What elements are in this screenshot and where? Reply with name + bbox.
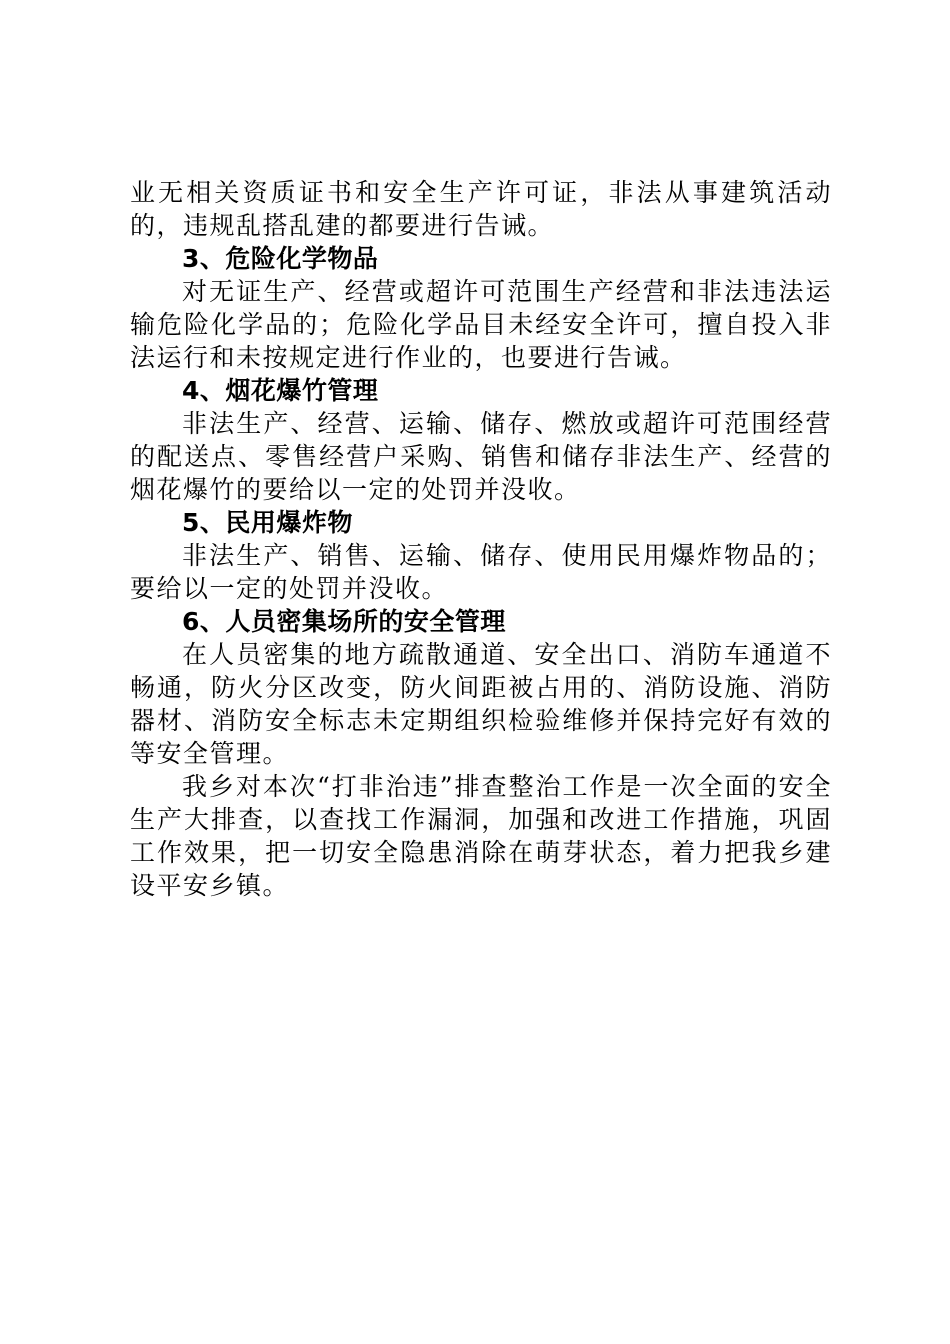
- section-heading-crowded-places: 6、人员密集场所的安全管理: [182, 607, 506, 636]
- section-body-civil-explosives: 非法生产、销售、运输、储存、使用民用爆炸物品的；要给以一定的处罚并没收。: [130, 541, 832, 603]
- section-heading-fireworks: 4、烟花爆竹管理: [182, 376, 379, 405]
- document-page: [130, 176, 832, 902]
- intro-paragraph: 业无相关资质证书和安全生产许可证，非法从事建筑活动的，违规乱搭乱建的都要进行告诫。: [130, 178, 832, 240]
- section-heading-civil-explosives: 5、民用爆炸物: [182, 508, 353, 537]
- closing-paragraph: 我乡对本次“打非治违”排查整治工作是一次全面的安全生产大排查，以查找工作漏洞，加强和改进工作措施，巩固工作效果，把一切安全隐患消除在萌芽状态，着力把我乡建设平安乡镇。: [130, 772, 832, 900]
- section-heading-hazardous-chemicals: 3、危险化学物品: [182, 244, 379, 273]
- section-body-hazardous-chemicals: 对无证生产、经营或超许可范围生产经营和非法违法运输危险化学品的；危险化学品目未经安全许可，擅自投入非法运行和未按规定进行作业的，也要进行告诫。: [130, 277, 832, 372]
- section-body-crowded-places: 在人员密集的地方疏散通道、安全出口、消防车通道不畅通，防火分区改变，防火间距被占用的、消防设施、消防器材、消防安全标志未定期组织检验维修并保持完好有效的等安全管理。: [130, 640, 832, 768]
- section-body-fireworks: 非法生产、经营、运输、储存、燃放或超许可范围经营的配送点、零售经营户采购、销售和储存非法生产、经营的烟花爆竹的要给以一定的处罚并没收。: [130, 409, 832, 504]
